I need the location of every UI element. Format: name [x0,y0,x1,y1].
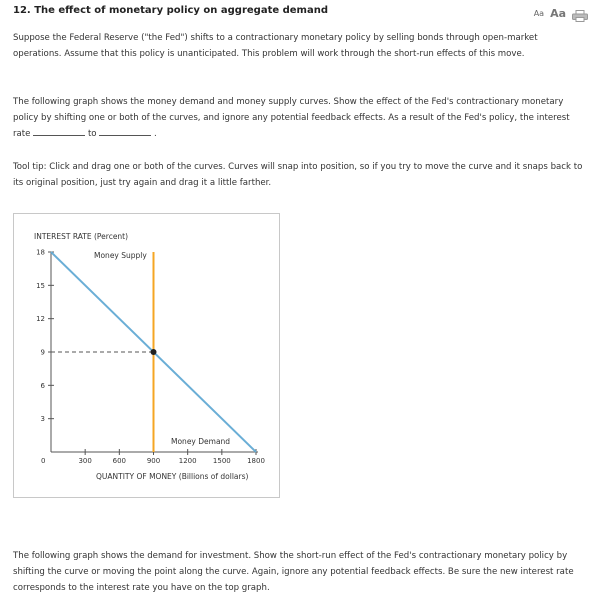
x-tick-label: 1500 [212,457,231,465]
x-tick-label: 600 [112,457,127,465]
money-supply-label: Money Supply [94,251,147,260]
y-tick-label: 12 [36,315,45,324]
y-tick-label: 9 [40,348,45,357]
y-tick-label: 6 [40,381,45,390]
money-market-chart [14,214,279,497]
y-tick-label: 3 [40,415,45,424]
font-size-controls [534,4,588,22]
interest-rate-value-blank[interactable] [99,126,151,136]
y-tick-label: 18 [36,248,45,257]
intro-paragraph: Suppose the Federal Reserve ("the Fed") shifts to a contractionary monetary policy by selling bonds through open-market operations. Assume that this policy is unanticipated. This problem will work through the short-run effects of this move. [13,33,538,59]
decrease-font-button[interactable]: Aa [533,8,545,18]
interest-rate-direction-blank[interactable] [33,126,85,136]
equilibrium-point [151,349,157,355]
increase-font-button[interactable]: Aa [550,6,566,20]
question1-period: . [154,129,157,139]
printer-icon[interactable] [572,7,588,19]
y-tick-label: 15 [36,281,45,290]
x-tick-label: 900 [146,457,161,465]
x-tick-label: 1800 [247,457,265,465]
y-axis-label: INTEREST RATE (Percent) [34,232,129,241]
question1-text: The following graph shows the money demand and money supply curves. Show the effect of the Fed's contractionary monetary policy by shifting one or both of the curves, and ignore any potential feedback effects. As a result of the Fed's policy, the interest rate [13,97,570,139]
question-title: 12. The effect of monetary policy on aggregate demand [13,5,329,16]
origin-label: 0 [41,457,46,465]
question1-to-text: to [87,129,97,139]
x-axis-label: QUANTITY OF MONEY (Billions of dollars) [96,472,249,481]
money-demand-label: Money Demand [171,437,231,446]
question1-paragraph [13,94,583,142]
tooltip-paragraph: Tool tip: Click and drag one or both of the curves. Curves will snap into position, so if you try to move the curve and it snaps back to its original position, just try again and drag it a little farther. [13,162,583,188]
money-market-graph [13,213,280,498]
question2-paragraph: The following graph shows the demand for investment. Show the short-run effect of the Fed's contractionary monetary policy by shifting the curve or moving the point along the curve. Again, ignore any potential feedback effects. Be sure the new interest rate corresponds to the interest rate you have on the top graph. [13,551,574,593]
x-tick-label: 300 [78,457,92,465]
x-tick-label: 1200 [178,457,197,465]
question-header [13,4,588,22]
